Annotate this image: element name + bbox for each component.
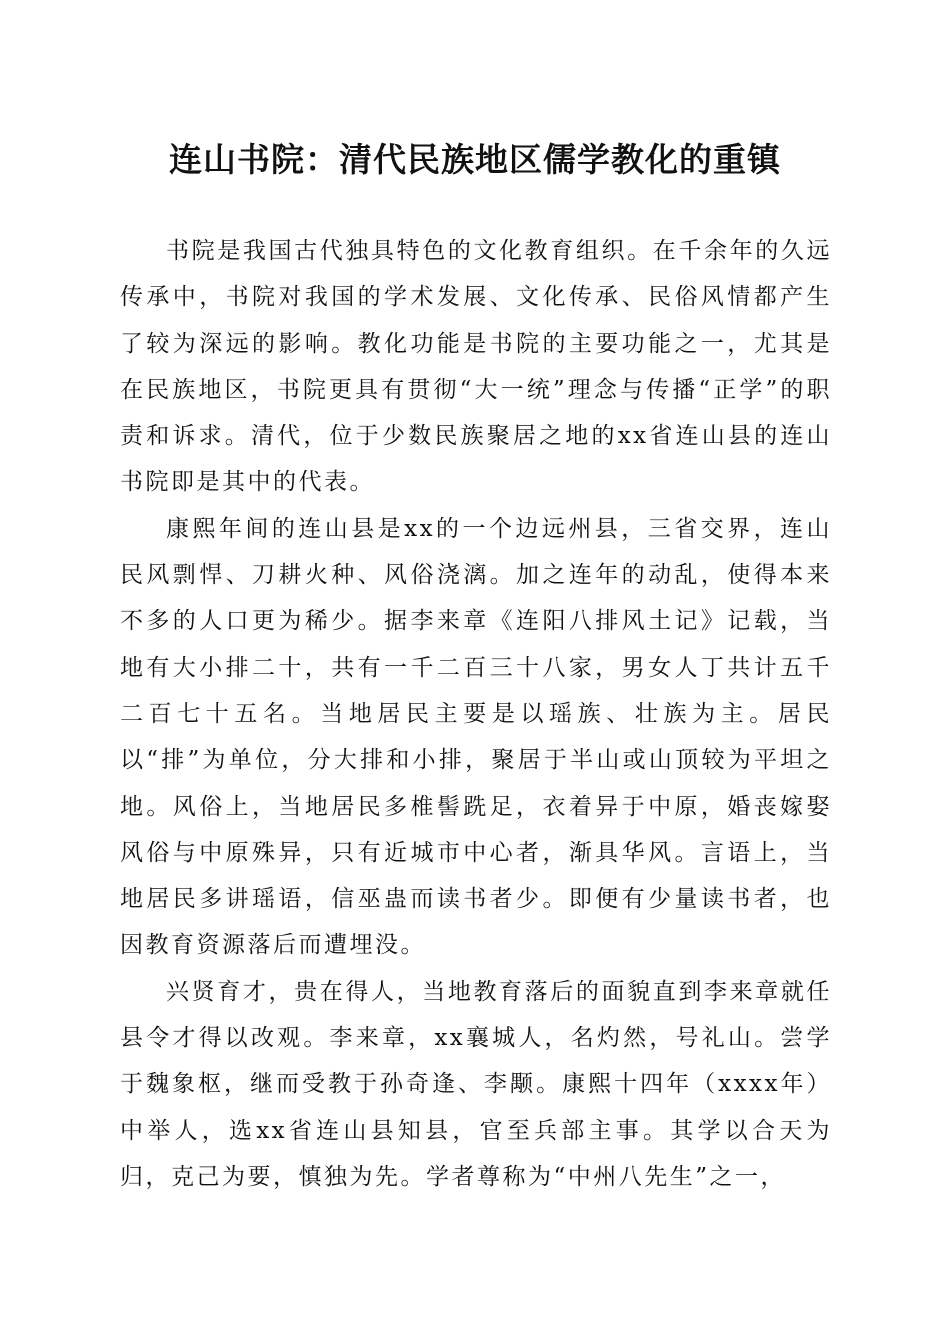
document-title: 连山书院：清代民族地区儒学教化的重镇 bbox=[169, 140, 781, 179]
paragraph-3: 兴贤育才，贵在得人，当地教育落后的面貌直到李来章就任县令才得以改观。李来章，xx襄城人，名灼然，号礼山。尝学于魏象枢，继而受教于孙奇逢、李颙。康熙十四年（xxxx年）中举人，选xx省连山县知县，官至兵部主事。其学以合天为归，克己为要，慎独为先。学者尊称为“中州八先生”之一， bbox=[120, 978, 832, 1190]
document-body bbox=[120, 228, 832, 1200]
paragraph-1: 书院是我国古代独具特色的文化教育组织。在千余年的久远传承中，书院对我国的学术发展、文化传承、民俗风情都产生了较为深远的影响。教化功能是书院的主要功能之一，尤其是在民族地区，书院更具有贯彻“大一统”理念与传播“正学”的职责和诉求。清代，位于少数民族聚居之地的xx省连山县的连山书院即是其中的代表。 bbox=[120, 238, 832, 496]
paragraph-2: 康熙年间的连山县是xx的一个边远州县，三省交界，连山民风剽悍、刀耕火种、风俗浇漓。加之连年的动乱，使得本来不多的人口更为稀少。据李来章《连阳八排风土记》记载，当地有大小排二十，共有一千二百三十八家，男女人丁共计五千二百七十五名。当地居民主要是以瑶族、壮族为主。居民以“排”为单位，分大排和小排，聚居于半山或山顶较为平坦之地。风俗上，当地居民多椎髻跣足，衣着异于中原，婚丧嫁娶风俗与中原殊异，只有近城市中心者，渐具华风。言语上，当地居民多讲瑶语，信巫蛊而读书者少。即便有少量读书者，也因教育资源落后而遭埋没。 bbox=[120, 515, 832, 959]
